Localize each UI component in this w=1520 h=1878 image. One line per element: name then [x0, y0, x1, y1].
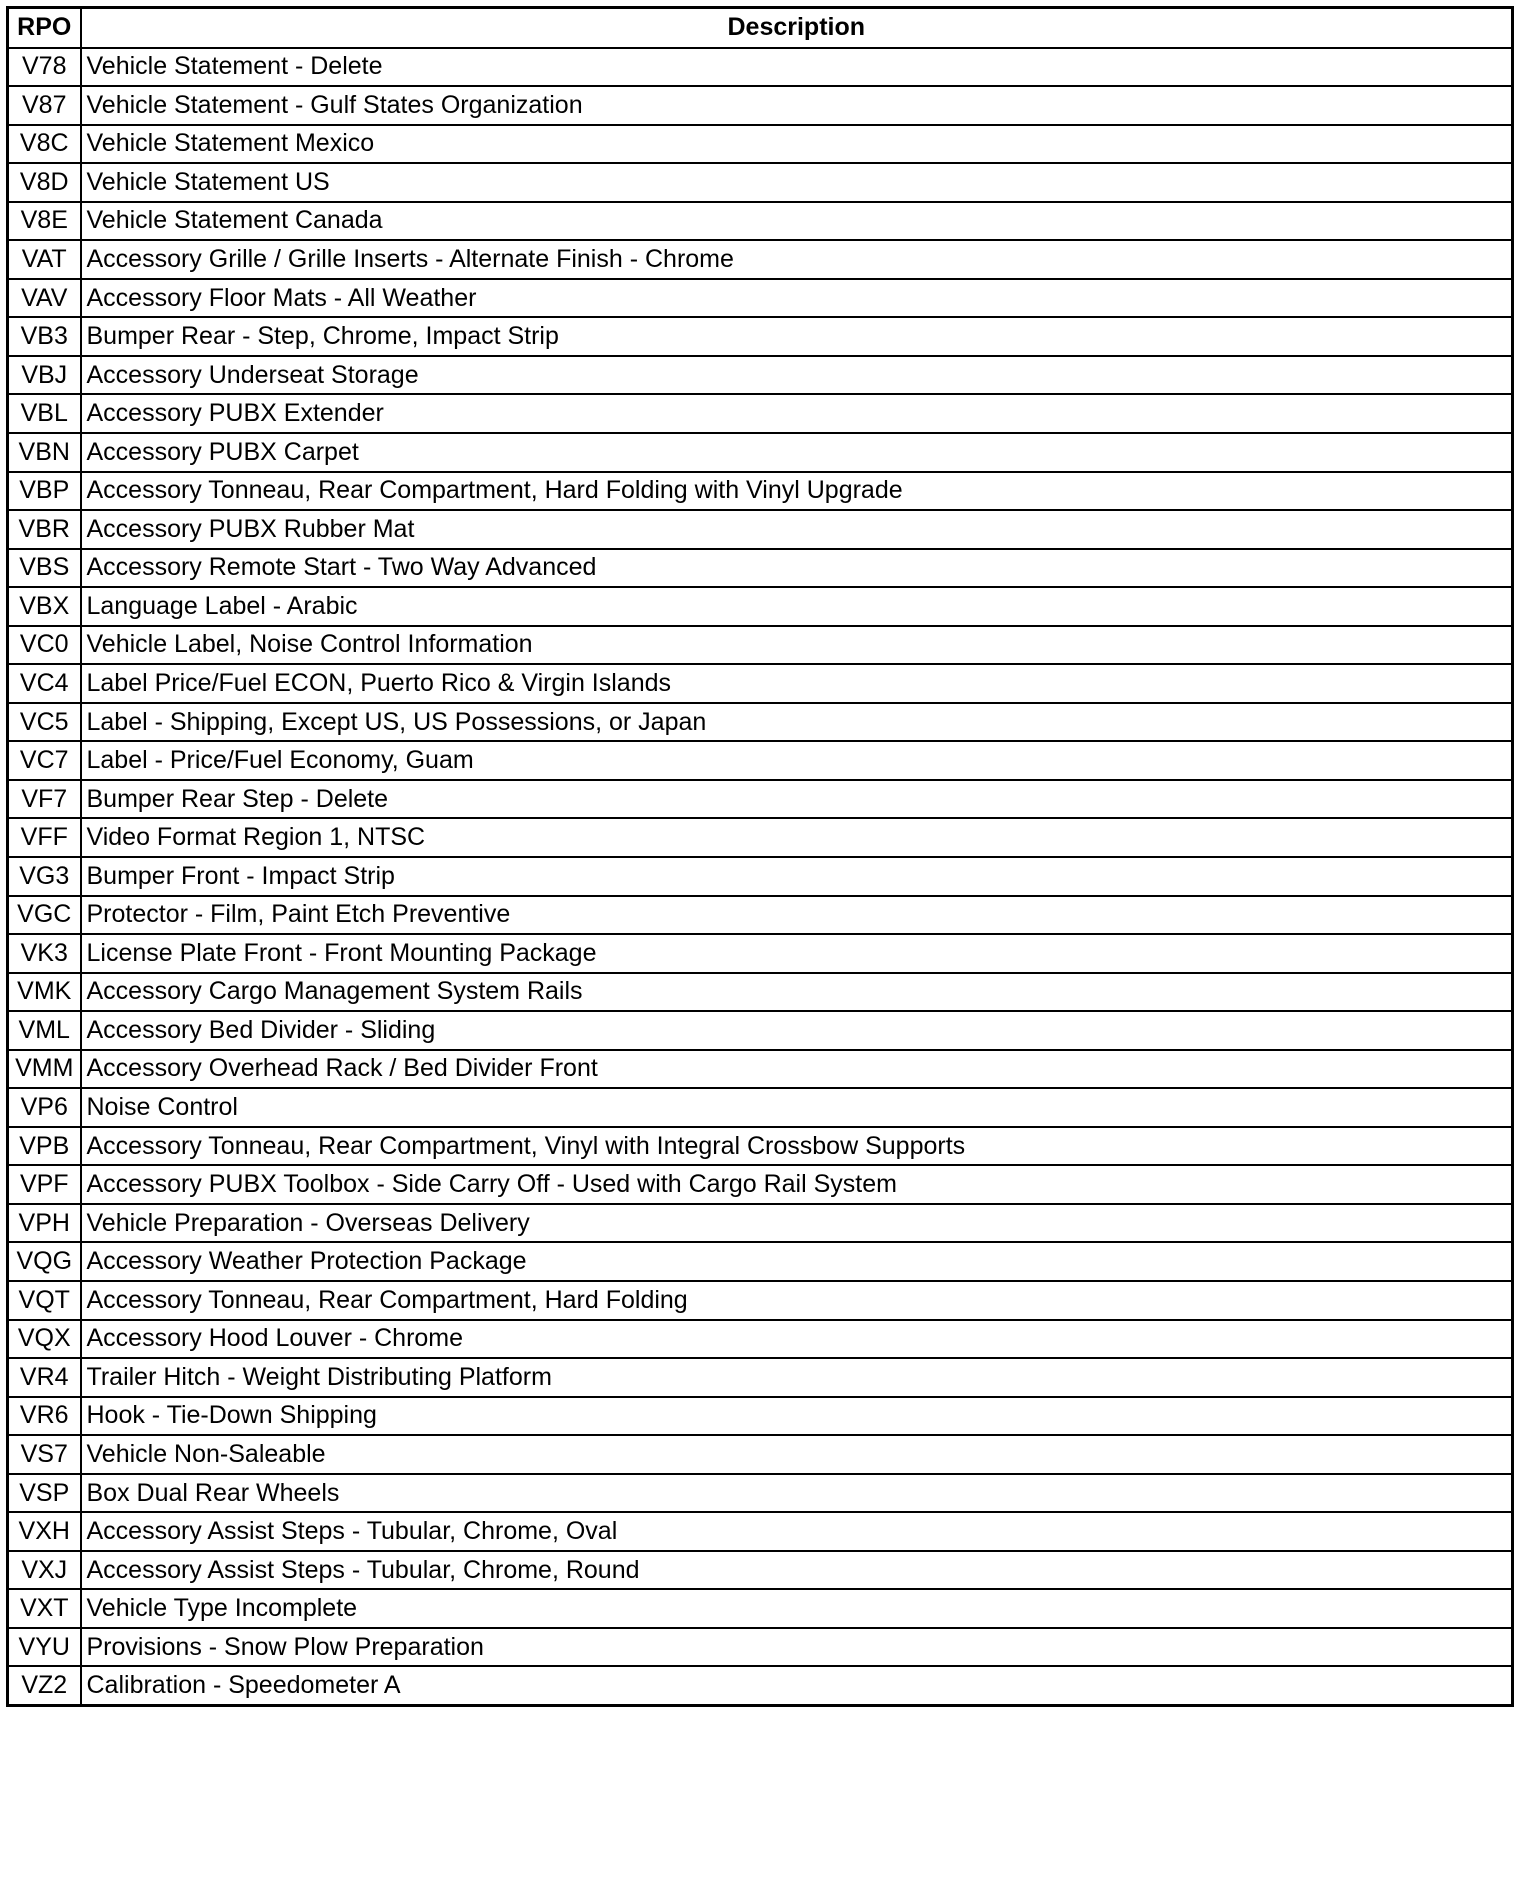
description-cell: Bumper Front - Impact Strip [81, 857, 1513, 896]
description-cell: Trailer Hitch - Weight Distributing Platform [81, 1358, 1513, 1397]
description-cell: Label Price/Fuel ECON, Puerto Rico & Virgin Islands [81, 664, 1513, 703]
description-cell: Bumper Rear - Step, Chrome, Impact Strip [81, 317, 1513, 356]
table-row [8, 1358, 1513, 1397]
table-row [8, 1589, 1513, 1628]
rpo-code-cell: VR6 [8, 1397, 81, 1436]
table-row [8, 1281, 1513, 1320]
table-row [8, 664, 1513, 703]
rpo-code-cell: VQG [8, 1242, 81, 1281]
description-cell: Vehicle Preparation - Overseas Delivery [81, 1204, 1513, 1243]
description-cell: Vehicle Statement - Gulf States Organization [81, 86, 1513, 125]
rpo-code-cell: VXT [8, 1589, 81, 1628]
header-row [8, 8, 1513, 48]
description-cell: Accessory Assist Steps - Tubular, Chrome, Oval [81, 1512, 1513, 1551]
rpo-code-cell: VP6 [8, 1088, 81, 1127]
description-cell: Accessory Remote Start - Two Way Advanced [81, 549, 1513, 588]
description-cell: Accessory Weather Protection Package [81, 1242, 1513, 1281]
rpo-code-cell: VBS [8, 549, 81, 588]
table-row [8, 1666, 1513, 1705]
description-cell: Vehicle Label, Noise Control Information [81, 626, 1513, 665]
rpo-code-cell: VMM [8, 1050, 81, 1089]
table-row [8, 703, 1513, 742]
rpo-code-cell: VC7 [8, 741, 81, 780]
rpo-code-cell: VFF [8, 818, 81, 857]
table-row [8, 1397, 1513, 1436]
rpo-code-cell: VC5 [8, 703, 81, 742]
table-header [8, 8, 1513, 48]
description-cell: Video Format Region 1, NTSC [81, 818, 1513, 857]
table-row [8, 125, 1513, 164]
description-cell: Accessory PUBX Rubber Mat [81, 510, 1513, 549]
description-cell: Accessory Grille / Grille Inserts - Alternate Finish - Chrome [81, 240, 1513, 279]
rpo-code-cell: VS7 [8, 1435, 81, 1474]
table-row [8, 1127, 1513, 1166]
rpo-code-cell: V87 [8, 86, 81, 125]
table-row [8, 472, 1513, 511]
rpo-code-cell: VG3 [8, 857, 81, 896]
table-row [8, 433, 1513, 472]
table-row [8, 934, 1513, 973]
description-cell: Accessory PUBX Carpet [81, 433, 1513, 472]
description-cell: Language Label - Arabic [81, 587, 1513, 626]
rpo-code-cell: VF7 [8, 780, 81, 819]
table-row [8, 857, 1513, 896]
table-row [8, 1435, 1513, 1474]
description-cell: Accessory Tonneau, Rear Compartment, Vinyl with Integral Crossbow Supports [81, 1127, 1513, 1166]
rpo-code-cell: VMK [8, 973, 81, 1012]
rpo-code-cell: VBJ [8, 356, 81, 395]
table-row [8, 1628, 1513, 1667]
description-cell: Accessory Cargo Management System Rails [81, 973, 1513, 1012]
table-row [8, 1242, 1513, 1281]
rpo-code-cell: VQT [8, 1281, 81, 1320]
table-row [8, 240, 1513, 279]
rpo-code-cell: VBN [8, 433, 81, 472]
rpo-code-cell: VC0 [8, 626, 81, 665]
table-row [8, 1204, 1513, 1243]
rpo-code-cell: VBX [8, 587, 81, 626]
rpo-code-cell: VBL [8, 394, 81, 433]
rpo-code-cell: VPB [8, 1127, 81, 1166]
description-cell: Accessory Floor Mats - All Weather [81, 279, 1513, 318]
rpo-code-cell: V78 [8, 48, 81, 87]
header-rpo: RPO [8, 8, 81, 48]
rpo-code-cell: VBR [8, 510, 81, 549]
rpo-code-cell: VML [8, 1011, 81, 1050]
description-cell: Accessory Assist Steps - Tubular, Chrome, Round [81, 1551, 1513, 1590]
table-row [8, 587, 1513, 626]
description-cell: Accessory Tonneau, Rear Compartment, Hard Folding [81, 1281, 1513, 1320]
rpo-code-cell: VB3 [8, 317, 81, 356]
description-cell: Accessory Underseat Storage [81, 356, 1513, 395]
description-cell: Calibration - Speedometer A [81, 1666, 1513, 1705]
description-cell: Vehicle Statement US [81, 163, 1513, 202]
table-row [8, 48, 1513, 87]
table-row [8, 394, 1513, 433]
table-row [8, 973, 1513, 1012]
rpo-code-cell: V8E [8, 202, 81, 241]
description-cell: Vehicle Type Incomplete [81, 1589, 1513, 1628]
description-cell: Accessory Hood Louver - Chrome [81, 1320, 1513, 1359]
description-cell: Label - Price/Fuel Economy, Guam [81, 741, 1513, 780]
description-cell: Vehicle Non-Saleable [81, 1435, 1513, 1474]
rpo-code-cell: VAT [8, 240, 81, 279]
description-cell: Accessory Tonneau, Rear Compartment, Hard Folding with Vinyl Upgrade [81, 472, 1513, 511]
description-cell: Vehicle Statement - Delete [81, 48, 1513, 87]
table-row [8, 896, 1513, 935]
description-cell: Accessory PUBX Toolbox - Side Carry Off - Used with Cargo Rail System [81, 1165, 1513, 1204]
table-row [8, 1320, 1513, 1359]
description-cell: Vehicle Statement Canada [81, 202, 1513, 241]
description-cell: Protector - Film, Paint Etch Preventive [81, 896, 1513, 935]
rpo-table [6, 6, 1514, 1707]
rpo-code-cell: V8D [8, 163, 81, 202]
description-cell: Label - Shipping, Except US, US Possessions, or Japan [81, 703, 1513, 742]
description-cell: Box Dual Rear Wheels [81, 1474, 1513, 1513]
table-row [8, 626, 1513, 665]
description-cell: Accessory PUBX Extender [81, 394, 1513, 433]
table-row [8, 163, 1513, 202]
table-row [8, 1011, 1513, 1050]
rpo-code-cell: VSP [8, 1474, 81, 1513]
rpo-code-cell: VQX [8, 1320, 81, 1359]
table-row [8, 356, 1513, 395]
table-row [8, 86, 1513, 125]
rpo-code-cell: VC4 [8, 664, 81, 703]
table-row [8, 279, 1513, 318]
description-cell: Vehicle Statement Mexico [81, 125, 1513, 164]
rpo-code-cell: VR4 [8, 1358, 81, 1397]
description-cell: Hook - Tie-Down Shipping [81, 1397, 1513, 1436]
rpo-code-cell: V8C [8, 125, 81, 164]
rpo-code-cell: VBP [8, 472, 81, 511]
table-row [8, 1088, 1513, 1127]
description-cell: Accessory Overhead Rack / Bed Divider Front [81, 1050, 1513, 1089]
table-row [8, 1551, 1513, 1590]
table-row [8, 741, 1513, 780]
table-row [8, 510, 1513, 549]
table-row [8, 818, 1513, 857]
description-cell: Accessory Bed Divider - Sliding [81, 1011, 1513, 1050]
table-row [8, 1050, 1513, 1089]
rpo-code-cell: VAV [8, 279, 81, 318]
description-cell: Provisions - Snow Plow Preparation [81, 1628, 1513, 1667]
table-row [8, 549, 1513, 588]
description-cell: Bumper Rear Step - Delete [81, 780, 1513, 819]
rpo-code-cell: VPH [8, 1204, 81, 1243]
table-row [8, 1474, 1513, 1513]
table-row [8, 202, 1513, 241]
rpo-code-cell: VZ2 [8, 1666, 81, 1705]
rpo-code-cell: VXH [8, 1512, 81, 1551]
rpo-code-cell: VPF [8, 1165, 81, 1204]
table-row [8, 1512, 1513, 1551]
description-cell: License Plate Front - Front Mounting Package [81, 934, 1513, 973]
table-row [8, 1165, 1513, 1204]
rpo-code-cell: VGC [8, 896, 81, 935]
table-body [8, 48, 1513, 1706]
table-row [8, 317, 1513, 356]
rpo-code-cell: VYU [8, 1628, 81, 1667]
header-description: Description [81, 8, 1513, 48]
description-cell: Noise Control [81, 1088, 1513, 1127]
rpo-code-cell: VK3 [8, 934, 81, 973]
table-row [8, 780, 1513, 819]
rpo-code-cell: VXJ [8, 1551, 81, 1590]
